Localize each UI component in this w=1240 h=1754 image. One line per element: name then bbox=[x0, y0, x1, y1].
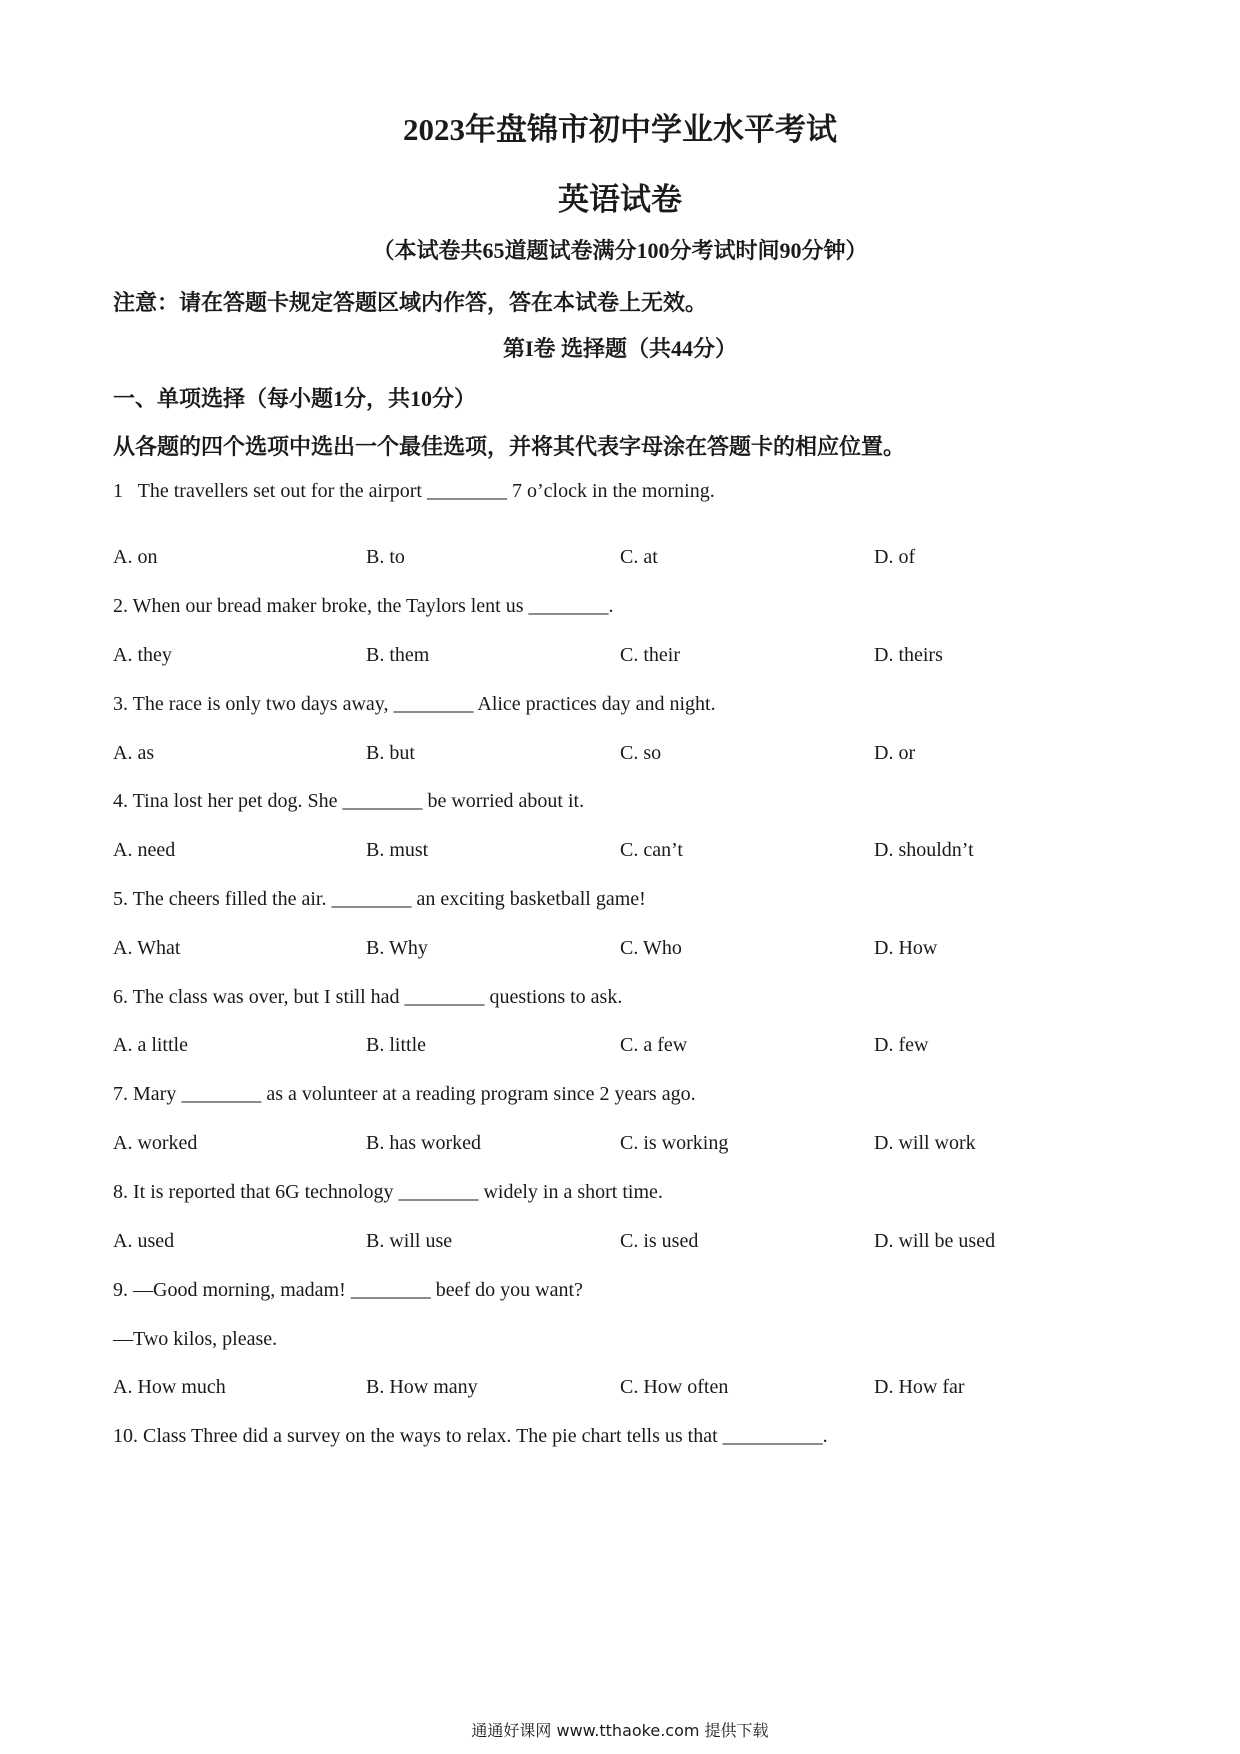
question-9-option-d: D. How far bbox=[874, 1376, 965, 1398]
question-8-option-b: B. will use bbox=[366, 1230, 453, 1252]
question-3-stem: 3. The race is only two days away, ________ Alice practices day and night. bbox=[113, 693, 716, 715]
question-1-stem: 1 The travellers set out for the airport ________ 7 o’clock in the morning. bbox=[113, 480, 715, 502]
question-1-option-b: B. to bbox=[366, 546, 405, 568]
question-4-stem: 4. Tina lost her pet dog. She ________ be worried about it. bbox=[113, 790, 585, 812]
question-7-option-d: D. will work bbox=[874, 1132, 976, 1154]
question-5-option-d: D. How bbox=[874, 937, 938, 959]
question-4-option-b: B. must bbox=[366, 839, 429, 861]
page-footer: 通通好课网 www.tthaoke.com 提供下载 bbox=[471, 1721, 769, 1740]
question-2-stem: 2. When our bread maker broke, the Taylors lent us ________. bbox=[113, 595, 614, 617]
question-9-option-b: B. How many bbox=[366, 1376, 478, 1398]
question-6-option-a: A. a little bbox=[113, 1034, 188, 1056]
question-2-option-a: A. they bbox=[113, 644, 172, 666]
question-1-option-c: C. at bbox=[620, 546, 658, 568]
question-3-option-a: A. as bbox=[113, 742, 155, 764]
question-6-option-b: B. little bbox=[366, 1034, 426, 1056]
question-4-option-a: A. need bbox=[113, 839, 176, 861]
question-8-option-a: A. used bbox=[113, 1230, 175, 1252]
question-7-stem: 7. Mary ________ as a volunteer at a reading program since 2 years ago. bbox=[113, 1083, 696, 1105]
question-3-option-c: C. so bbox=[620, 742, 662, 764]
exam-title: 2023年盘锦市初中学业水平考试 bbox=[403, 112, 837, 147]
question-8-option-c: C. is used bbox=[620, 1230, 699, 1252]
question-3-option-b: B. but bbox=[366, 742, 415, 764]
question-9-option-a: A. How much bbox=[113, 1376, 226, 1398]
question-6-option-d: D. few bbox=[874, 1034, 929, 1056]
question-1-option-d: D. of bbox=[874, 546, 916, 568]
question-5-option-b: B. Why bbox=[366, 937, 428, 959]
question-8-stem: 8. It is reported that 6G technology ________ widely in a short time. bbox=[113, 1181, 663, 1203]
section-title: 第I卷 选择题（共44分） bbox=[502, 336, 738, 361]
question-3-option-d: D. or bbox=[874, 742, 916, 764]
question-8-option-d: D. will be used bbox=[874, 1230, 996, 1252]
question-6-option-c: C. a few bbox=[620, 1034, 688, 1056]
question-7-option-a: A. worked bbox=[113, 1132, 198, 1154]
question-5-option-c: C. Who bbox=[620, 937, 682, 959]
question-2-option-c: C. their bbox=[620, 644, 680, 666]
question-7-option-b: B. has worked bbox=[366, 1132, 481, 1154]
exam-info: （本试卷共65道题试卷满分100分考试时间90分钟） bbox=[372, 238, 868, 263]
question-1-option-a: A. on bbox=[113, 546, 158, 568]
question-7-option-c: C. is working bbox=[620, 1132, 729, 1154]
question-9-option-c: C. How often bbox=[620, 1376, 729, 1398]
exam-subtitle: 英语试卷 bbox=[558, 182, 682, 217]
question-9-reply: —Two kilos, please. bbox=[113, 1328, 278, 1350]
part-directions: 从各题的四个选项中选出一个最佳选项，并将其代表字母涂在答题卡的相应位置。 bbox=[113, 434, 906, 459]
question-2-option-b: B. them bbox=[366, 644, 430, 666]
question-2-option-d: D. theirs bbox=[874, 644, 943, 666]
exam-notice: 注意：请在答题卡规定答题区域内作答，答在本试卷上无效。 bbox=[113, 290, 708, 315]
question-4-option-d: D. shouldn’t bbox=[874, 839, 974, 861]
question-6-stem: 6. The class was over, but I still had ________ questions to ask. bbox=[113, 986, 623, 1008]
question-5-option-a: A. What bbox=[113, 937, 181, 959]
part-heading: 一、单项选择（每小题1分，共10分） bbox=[113, 386, 477, 411]
question-4-option-c: C. can’t bbox=[620, 839, 683, 861]
question-9-stem: 9. —Good morning, madam! ________ beef do you want? bbox=[113, 1279, 583, 1301]
question-5-stem: 5. The cheers filled the air. ________ an exciting basketball game! bbox=[113, 888, 646, 910]
question-10-stem: 10. Class Three did a survey on the ways to relax. The pie chart tells us that __________. bbox=[113, 1425, 828, 1447]
